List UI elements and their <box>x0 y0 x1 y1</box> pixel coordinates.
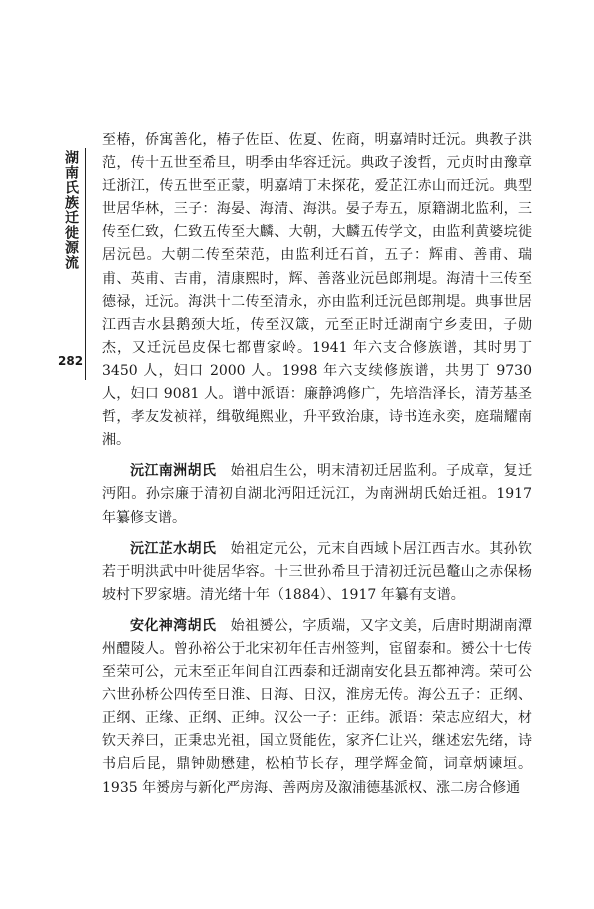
running-title: 湖南氏族迁徙源流 <box>63 150 79 270</box>
entry-title: 沅江南洲胡氏 <box>130 463 217 480</box>
page-number: 282 <box>58 354 84 368</box>
margin-rule <box>85 148 86 380</box>
entry-title: 安化神湾胡氏 <box>130 617 217 634</box>
paragraph-text: 始祖定元公，元末自西域卜居江西吉水。其孙钦若于明洪武中叶徙居华容。十三世孙希旦于清初迁沅邑鼇山之赤保杨坡村下罗家塘。清光绪十年（1884）、1917 年纂有支谱。 <box>102 540 533 603</box>
entry-zhishui-hu <box>102 538 532 607</box>
entry-shenwan-hu <box>102 615 532 800</box>
paragraph-text: 始祖赟公，字质端，又字文美，后唐时期湖南潭州醴陵人。曾孙裕公于北宋初年任吉州签判，宦留泰和。赟公十七传至荣可公，元末至正年间自江西泰和迁湖南安化县五都神湾。荣可公六世孙桥公四传至日淮、日海、日汉，淮房无传。海公五子：正纲、正纲、正缘、正纲、正绅。汉公一子：正纬。派语：荣志应绍大，材钦天养曰，正秉忠光祖，国立贤能佐，家齐仁让兴，继述宏先绪，诗书启后昆，鼎钟勋懋建，松柏节长存，理学辉金简，词章炳谏垣。1935 年赟房与新化严房海、善两房及溆浦德基派权、涨二房合修通 <box>102 617 533 796</box>
paragraph-text: 始祖启生公，明末清初迁居监利。子成章，复迁沔阳。孙宗廉于清初自湖北沔阳迁沅江，为南洲胡氏始迁祖。1917 年纂修支谱。 <box>102 463 533 526</box>
page-body <box>102 129 532 800</box>
paragraph-continuation <box>102 129 532 452</box>
entry-nanzhou-hu <box>102 460 532 529</box>
entry-title: 沅江芷水胡氏 <box>130 540 217 557</box>
paragraph-text: 至椿，侨寓善化，椿子佐臣、佐夏、佐商，明嘉靖时迁沅。典教子洪范，传十五世至希旦，明季由华容迁沅。典政子浚哲，元贞时由豫章迁浙江，传五世至正蒙，明嘉靖丁未探花，爱芷江赤山而迁沅。典型世居华林，三子：海晏、海清、海洪。晏子寿五，原籍湖北监利，三传至仁致，仁致五传至大麟、大朝，大麟五传学文，由监利黄婆垸徙居沅邑。大朝二传至荣范，由监利迁石首，五子：辉甫、善甫、瑞甫、英甫、吉甫，清康熙时，辉、善落业沅邑郎荆堤。海清十三传至德禄，迁沅。海洪十二传至清永，亦由监利迁沅邑郎荆堤。典事世居江西吉水县鹅颈大坵，传至汉箴，元至正时迁湖南宁乡麦田，子勋杰，又迁沅邑皮保七都曹家岭。1941 年六支合修族谱，其时男丁 3450 人，妇口 2000 人。1998 年六支续修族谱，共男丁 9730 人，妇口 9081 人。谱中派语：廉静鸿修广，先培浩泽长，清芳基圣哲，孝友发祯祥，缉敬绳熙业，升平致治康，诗书连永奕，庭瑞耀南湘。 <box>102 132 532 449</box>
